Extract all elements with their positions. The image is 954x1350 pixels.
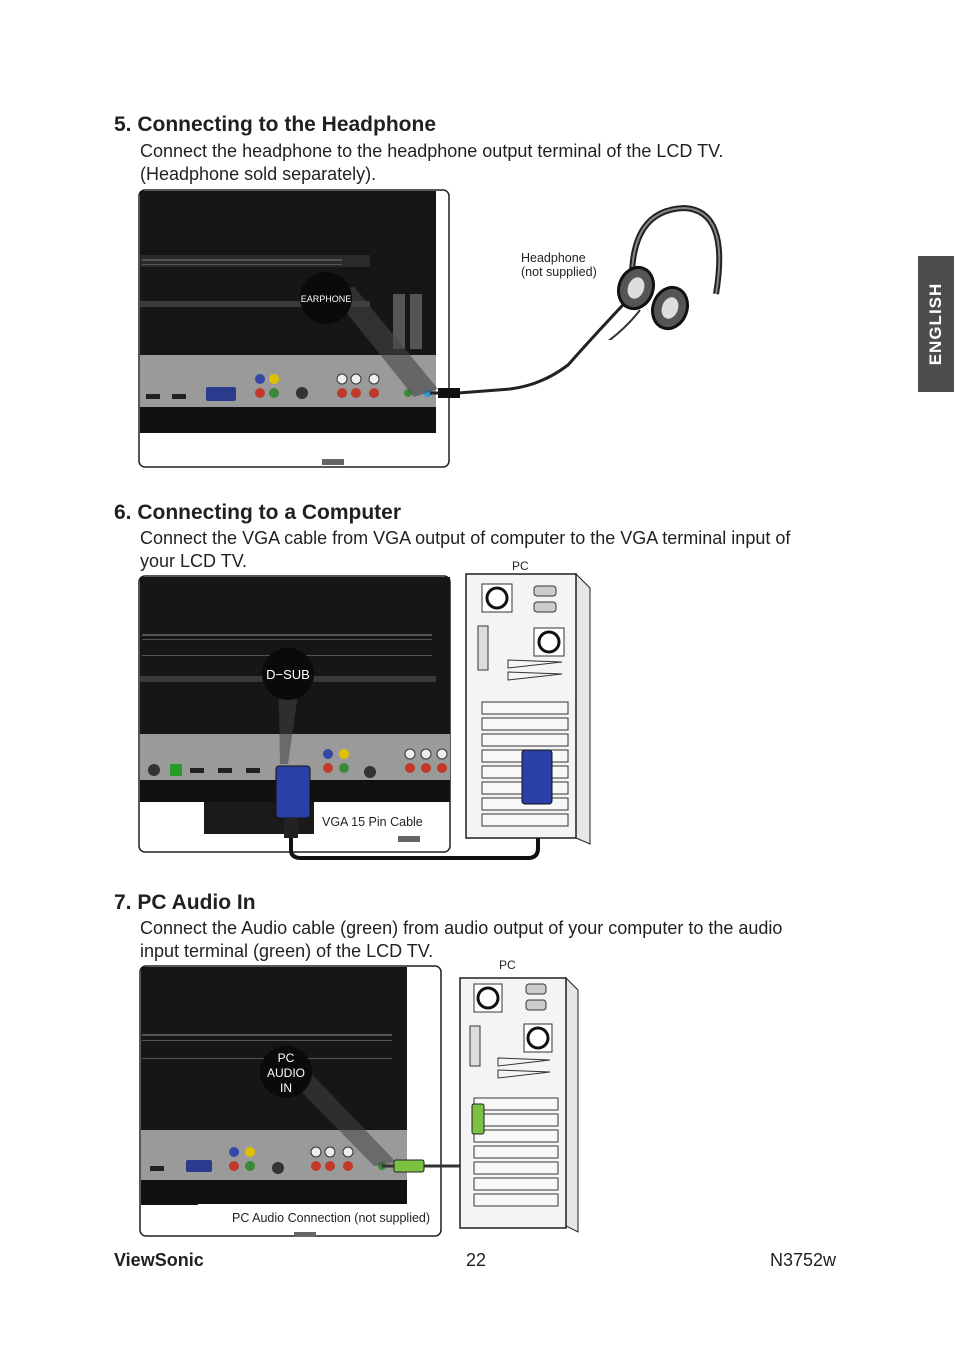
vga-connector-pc — [522, 750, 552, 804]
headphone-label-line2: (not supplied) — [521, 265, 597, 279]
text-line: (Headphone sold separately). — [140, 163, 377, 184]
pc-label: PC — [499, 958, 516, 972]
text-line: Connect the Audio cable (green) from audio output of your computer to the audio — [140, 918, 783, 938]
pc-audio-callout-line2: AUDIO — [266, 1066, 306, 1080]
dsub-callout-label: D−SUB — [266, 667, 310, 682]
text-line: your LCD TV. — [140, 550, 248, 571]
pc-label: PC — [512, 559, 529, 573]
pc-audio-connection-diagram — [138, 954, 598, 1240]
audio-plug-pc — [472, 1104, 484, 1134]
text-line: input terminal (green) of the LCD TV. — [140, 940, 434, 961]
footer-model: N3752w — [770, 1250, 837, 1270]
audio-plug-tv — [394, 1160, 424, 1172]
section-heading-headphone: 5. Connecting to the Headphone — [114, 113, 437, 136]
headphone-label-line1: Headphone — [521, 251, 586, 265]
computer-connection-diagram — [138, 558, 598, 868]
section-heading-computer: 6. Connecting to a Computer — [114, 501, 402, 524]
pc-audio-callout-line1: PC — [277, 1051, 295, 1065]
text-line: Connect the VGA cable from VGA output of computer to the VGA terminal input of — [140, 528, 791, 548]
headphone-connection-diagram — [138, 189, 638, 469]
headphone-icon — [600, 200, 730, 340]
section-text-headphone — [140, 140, 860, 185]
vga-cable-label: VGA 15 Pin Cable — [322, 815, 423, 829]
text-line: Connect the headphone to the headphone output terminal of the LCD TV. — [140, 141, 724, 161]
pc-audio-cable-label: PC Audio Connection (not supplied) — [232, 1211, 431, 1225]
section-heading-pc-audio: 7. PC Audio In — [114, 891, 256, 914]
footer-page-number: 22 — [466, 1250, 487, 1270]
vga-connector-tv — [276, 766, 310, 818]
earphone-callout-label: EARPHONE — [300, 294, 352, 304]
pc-expansion-slots — [474, 1098, 558, 1206]
pc-audio-callout-line3: IN — [280, 1081, 292, 1095]
language-tab-label: ENGLISH — [926, 282, 945, 366]
language-tab — [918, 256, 954, 392]
footer-brand: ViewSonic — [114, 1250, 204, 1270]
